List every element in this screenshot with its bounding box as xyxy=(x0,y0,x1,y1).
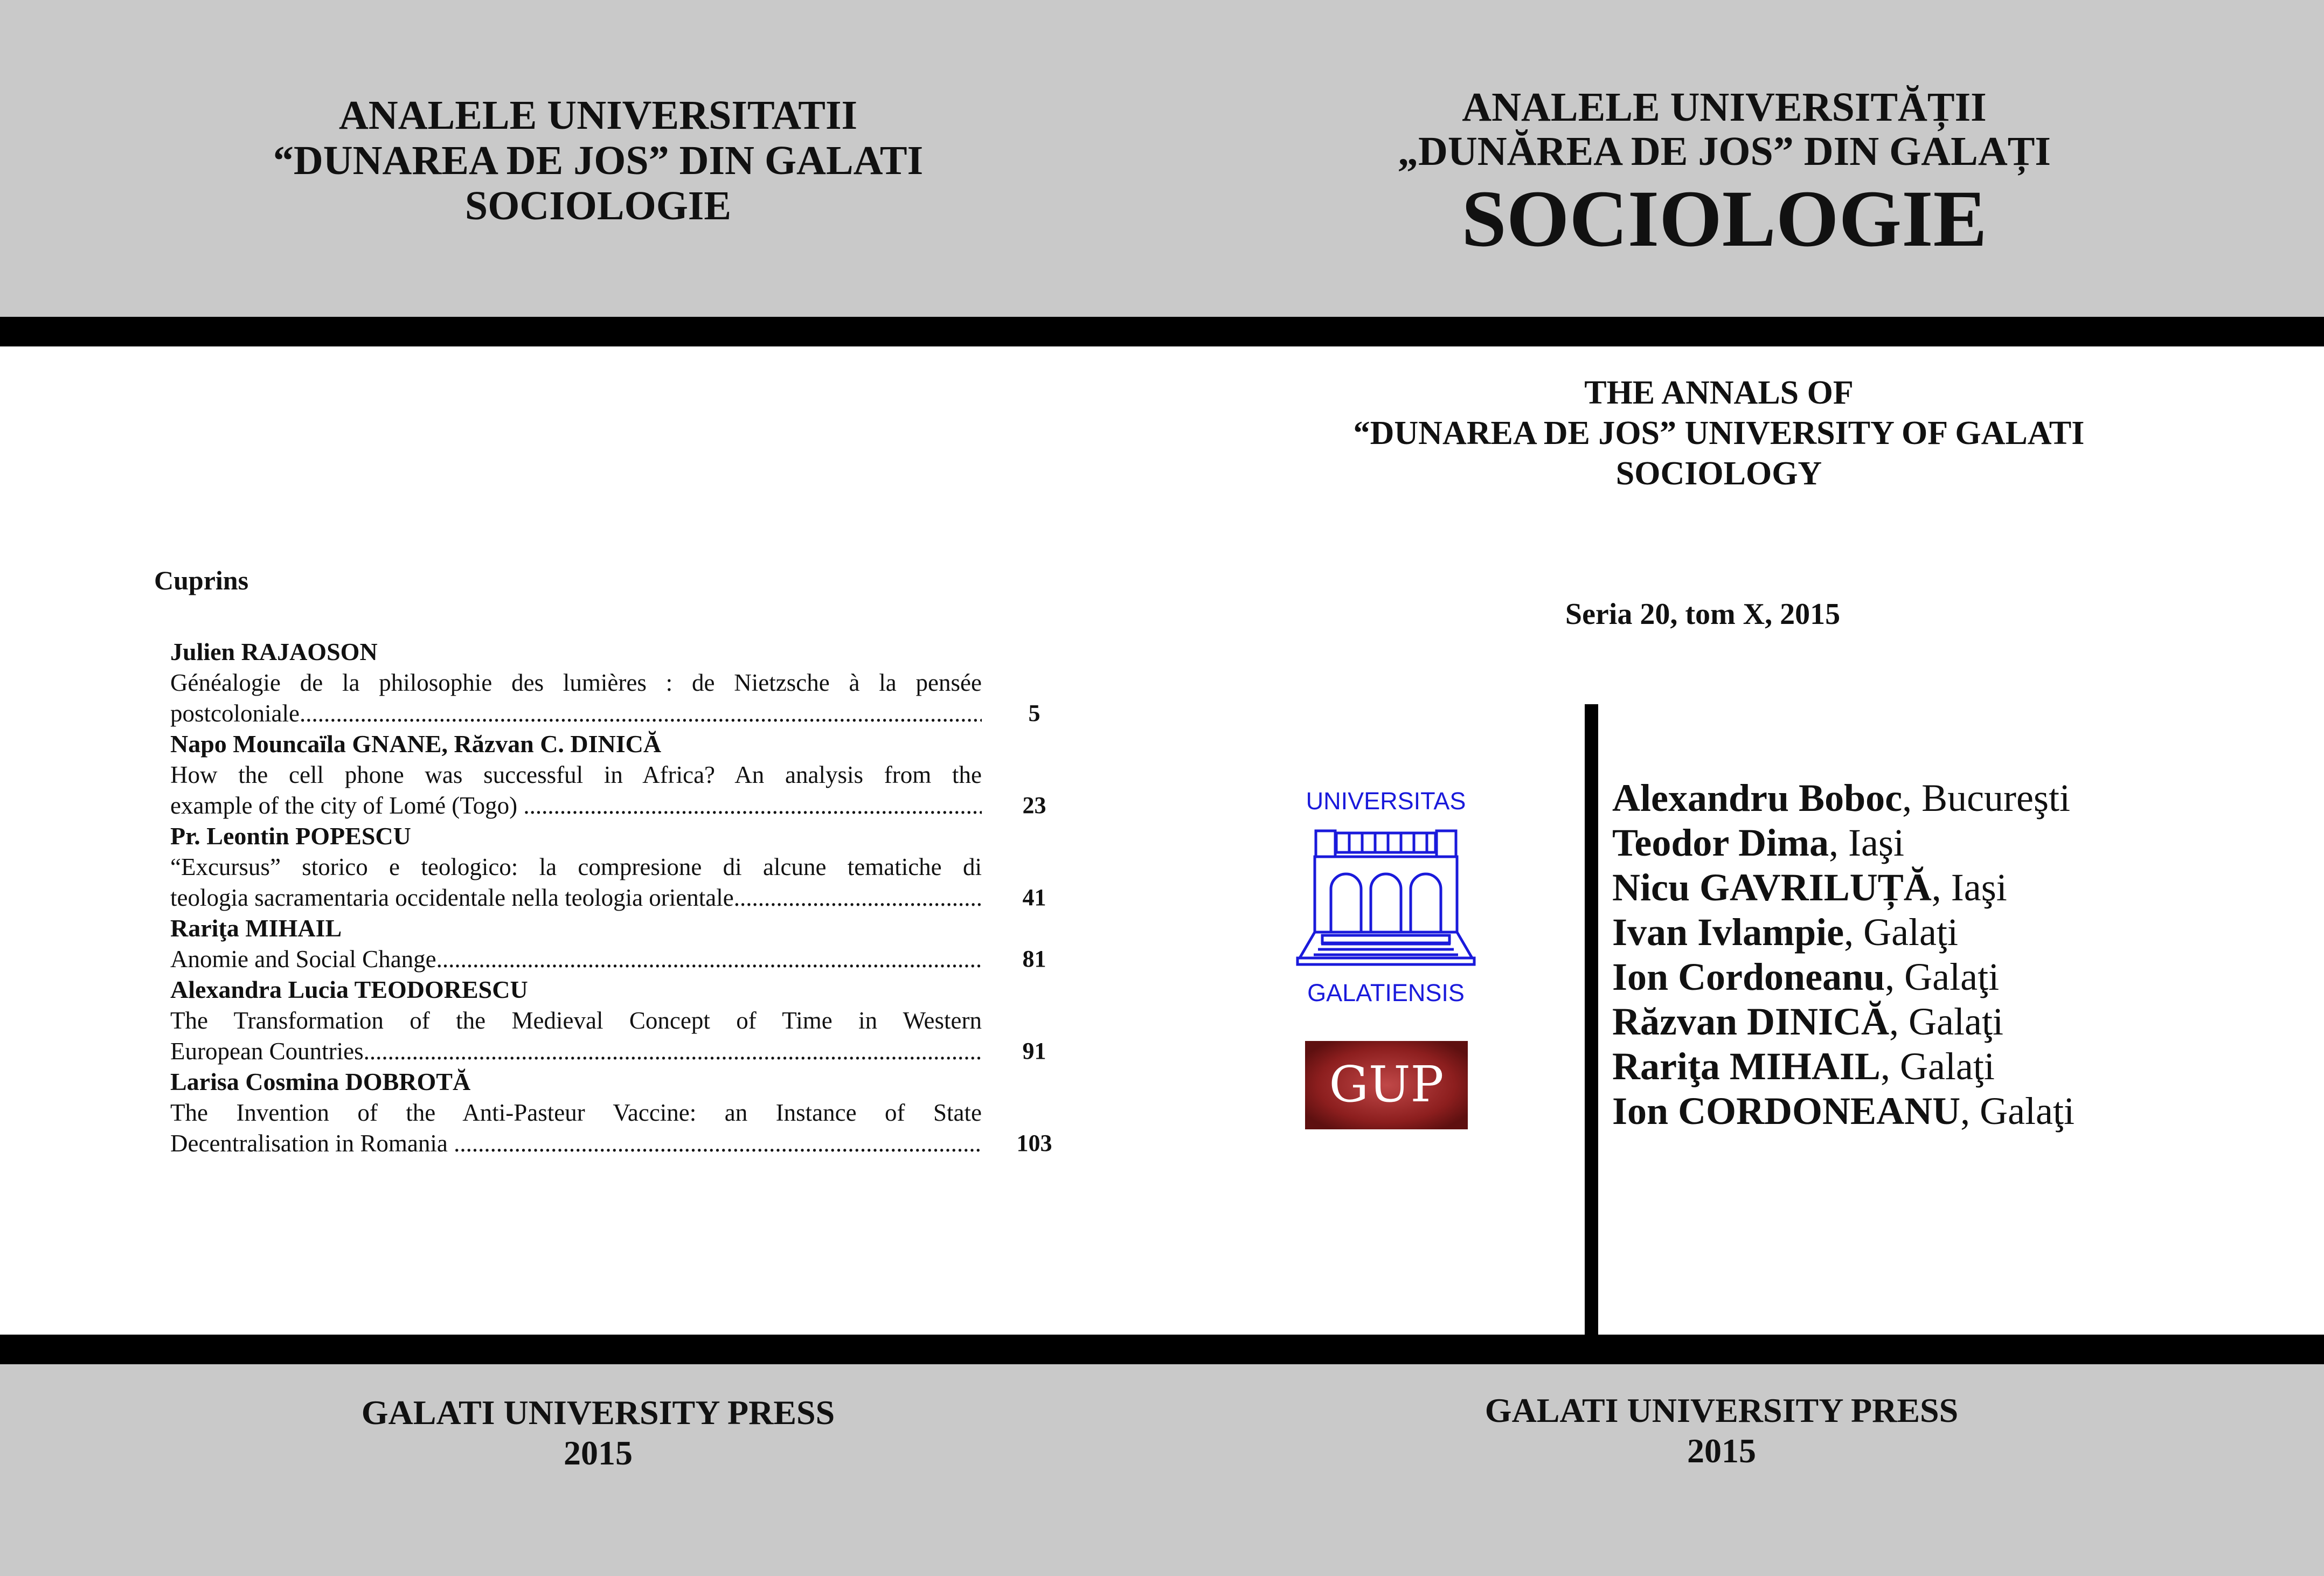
university-logo xyxy=(1293,787,1479,1008)
toc-title-line: The Transformation of the Medieval Concept of Time in Western xyxy=(170,1007,982,1034)
publisher-name: GALATI UNIVERSITY PRESS xyxy=(361,1393,835,1432)
toc-title-line: teologia sacramentaria occidentale nella teologia orientale ..... xyxy=(170,883,982,913)
building-icon xyxy=(1298,831,1474,964)
toc-line xyxy=(170,760,1065,790)
toc-entry xyxy=(170,729,1065,821)
editor-place: , Galaţi xyxy=(1880,1045,1995,1088)
editor-line xyxy=(1612,865,2075,910)
toc-line xyxy=(170,668,1065,698)
series-info: Seria 20, tom X, 2015 xyxy=(1565,598,1841,631)
back-cover-publisher xyxy=(269,1392,927,1473)
editor-line xyxy=(1612,1089,2075,1134)
front-cover-publisher xyxy=(1390,1390,2053,1471)
front-cover-title xyxy=(1304,85,2145,264)
logo-top-text: UNIVERSITAS xyxy=(1306,787,1466,815)
back-title-line: ANALELE UNIVERSITATII xyxy=(338,93,858,138)
toc-page-number: 23 xyxy=(1022,792,1046,818)
table-of-contents xyxy=(170,637,1065,1159)
toc-entry xyxy=(170,975,1065,1067)
toc-line xyxy=(170,1036,1065,1067)
toc-author: Napo Mouncaïla GNANE, Răzvan C. DINICĂ xyxy=(170,730,662,758)
toc-entry xyxy=(170,637,1065,729)
front-title-line: ANALELE UNIVERSITĂȚII xyxy=(1462,85,1987,130)
toc-title-line: European Countries ..... xyxy=(170,1036,982,1066)
editor-name: Ivan Ivlampie xyxy=(1612,911,1844,954)
gup-logo-text: GUP xyxy=(1329,1056,1444,1113)
publisher-name: GALATI UNIVERSITY PRESS xyxy=(1484,1391,1959,1429)
toc-line xyxy=(170,883,1065,913)
toc-title-line: Anomie and Social Change ..... xyxy=(170,944,982,974)
top-black-bar xyxy=(0,317,2324,346)
editor-name: Nicu GAVRILUȚĂ xyxy=(1612,866,1932,909)
toc-line xyxy=(170,698,1065,729)
toc-title-line: “Excursus” storico e teologico: la compresione di alcune tematiche di xyxy=(170,853,982,880)
editor-line xyxy=(1612,955,2075,999)
back-title-line: SOCIOLOGIE xyxy=(464,183,732,228)
front-title-line: „DUNĂREA DE JOS” DIN GALAȚI xyxy=(1398,129,2051,174)
journal-name: SOCIOLOGIE xyxy=(1461,174,1987,263)
english-title-line: SOCIOLOGY xyxy=(1615,455,1822,492)
editor-place: , Iaşi xyxy=(1829,821,1905,864)
editor-line xyxy=(1612,821,2075,865)
toc-entry xyxy=(170,821,1065,913)
toc-page-number: 81 xyxy=(1022,946,1046,972)
toc-page-number: 103 xyxy=(1016,1130,1052,1156)
editor-place: , Galaţi xyxy=(1960,1089,2075,1133)
toc-title-line: How the cell phone was successful in Africa? An analysis from the xyxy=(170,761,982,788)
toc-author: Larisa Cosmina DOBROTĂ xyxy=(170,1068,471,1095)
toc-entry xyxy=(170,913,1065,975)
editor-name: Ion Cordoneanu xyxy=(1612,955,1885,998)
toc-line xyxy=(170,852,1065,883)
editor-name: Rariţa MIHAIL xyxy=(1612,1045,1881,1088)
editor-name: Alexandru Boboc xyxy=(1612,776,1903,820)
publication-year: 2015 xyxy=(564,1434,633,1472)
toc-title-line: The Invention of the Anti-Pasteur Vaccine: an Instance of State xyxy=(170,1099,982,1126)
editor-name: Teodor Dima xyxy=(1612,821,1829,864)
toc-title-line: postcoloniale ..... xyxy=(170,698,982,728)
back-title-line: “DUNAREA DE JOS” DIN GALATI xyxy=(273,138,924,183)
english-title-line: “DUNAREA DE JOS” UNIVERSITY OF GALATI xyxy=(1353,415,2085,452)
logo-bottom-text: GALATIENSIS xyxy=(1307,979,1465,1006)
english-title-line: THE ANNALS OF xyxy=(1584,374,1854,411)
editor-place: , Galaţi xyxy=(1844,911,1958,954)
editor-line xyxy=(1612,776,2075,821)
toc-page-number: 41 xyxy=(1022,884,1046,911)
contents-heading: Cuprins xyxy=(154,565,249,595)
publication-year: 2015 xyxy=(1687,1432,1756,1470)
toc-title-line: Généalogie de la philosophie des lumières : de Nietzsche à la pensée xyxy=(170,669,982,696)
editorial-board xyxy=(1612,776,2075,1134)
toc-author: Alexandra Lucia TEODORESCU xyxy=(170,976,528,1003)
back-cover-title xyxy=(162,93,1035,228)
toc-title-line: Decentralisation in Romania ..... xyxy=(170,1128,982,1158)
editor-place: , Bucureşti xyxy=(1902,776,2071,820)
toc-author: Rariţa MIHAIL xyxy=(170,914,342,942)
editor-place: , Galaţi xyxy=(1885,955,2000,998)
vertical-divider xyxy=(1585,704,1598,1335)
editor-line xyxy=(1612,1044,2075,1089)
editor-place: , Iaşi xyxy=(1931,866,2007,909)
toc-line xyxy=(170,1098,1065,1128)
editor-line xyxy=(1612,999,2075,1044)
toc-page-number: 5 xyxy=(1028,700,1040,726)
editor-place: , Galaţi xyxy=(1889,1000,2003,1043)
toc-line xyxy=(170,790,1065,821)
editor-name: Ion CORDONEANU xyxy=(1612,1089,1961,1133)
toc-line xyxy=(170,1128,1065,1159)
toc-entry xyxy=(170,1067,1065,1159)
toc-page-number: 91 xyxy=(1022,1038,1046,1064)
toc-line xyxy=(170,1005,1065,1036)
editor-name: Răzvan DINICĂ xyxy=(1612,1000,1890,1043)
english-title xyxy=(1282,373,2155,494)
editor-line xyxy=(1612,910,2075,955)
toc-line xyxy=(170,944,1065,975)
toc-author: Pr. Leontin POPESCU xyxy=(170,822,411,850)
gup-logo xyxy=(1305,1041,1468,1129)
bottom-black-bar xyxy=(0,1335,2324,1364)
toc-title-line: example of the city of Lomé (Togo) ..... xyxy=(170,790,982,821)
toc-author: Julien RAJAOSON xyxy=(170,638,378,665)
